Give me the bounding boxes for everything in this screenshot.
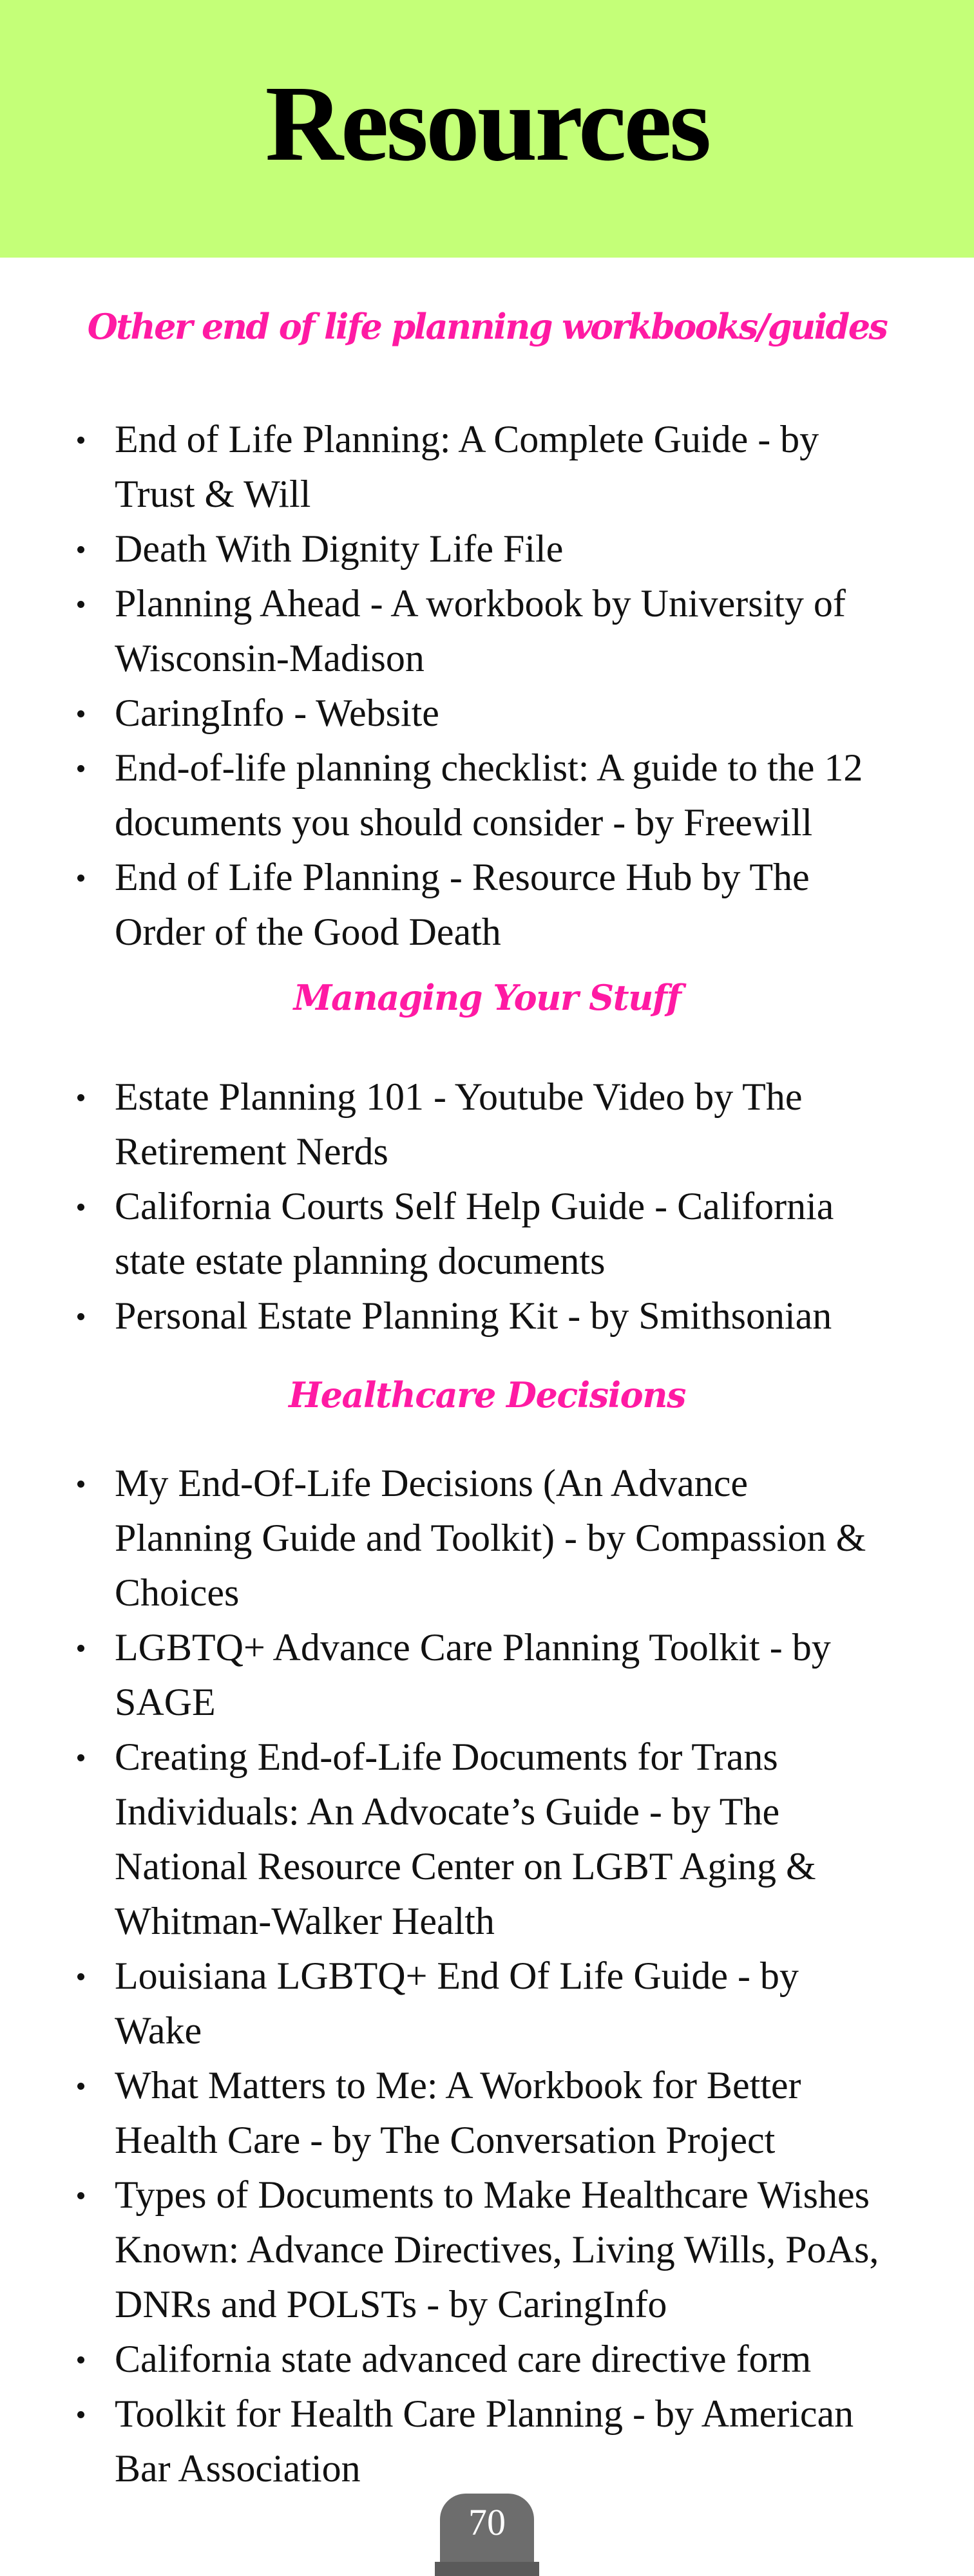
resource-line: Wisconsin-Madison bbox=[115, 637, 425, 679]
section-workbooks-guides bbox=[0, 308, 974, 346]
bullet-icon bbox=[77, 1313, 84, 1320]
resource-line: Personal Estate Planning Kit - by Smithsonian bbox=[115, 1294, 832, 1337]
resource-item-freewill-checklist[interactable] bbox=[0, 741, 974, 850]
resource-line: Choices bbox=[115, 1571, 240, 1614]
bullet-icon bbox=[77, 2356, 84, 2363]
bullet-icon bbox=[77, 765, 84, 772]
resource-line: documents you should consider - by Freewill bbox=[115, 801, 813, 844]
resource-line: Trust & Will bbox=[115, 473, 311, 515]
bullet-icon bbox=[77, 2192, 84, 2199]
resource-line: National Resource Center on LGBT Aging & bbox=[115, 1845, 816, 1888]
resource-item-aba-toolkit[interactable] bbox=[0, 2387, 974, 2496]
resource-item-what-matters-to-me[interactable] bbox=[0, 2058, 974, 2168]
resource-line: Estate Planning 101 - Youtube Video by The bbox=[115, 1075, 803, 1118]
bullet-icon bbox=[77, 601, 84, 608]
resource-line: Individuals: An Advocate’s Guide - by The bbox=[115, 1790, 780, 1833]
resource-line: Known: Advance Directives, Living Wills, PoAs, bbox=[115, 2228, 879, 2271]
resource-line: Types of Documents to Make Healthcare Wishes bbox=[115, 2174, 870, 2216]
resource-item-trans-documents-guide[interactable] bbox=[0, 1730, 974, 1949]
resource-line: LGBTQ+ Advance Care Planning Toolkit - by bbox=[115, 1626, 831, 1669]
resource-line: SAGE bbox=[115, 1681, 216, 1723]
section-heading-workbooks-guides: Other end of life planning workbooks/guides bbox=[87, 306, 887, 347]
resource-item-types-of-documents[interactable] bbox=[0, 2168, 974, 2332]
resource-item-compassion-choices[interactable] bbox=[0, 1456, 974, 1620]
resource-line: What Matters to Me: A Workbook for Better bbox=[115, 2064, 801, 2107]
resource-item-trust-and-will[interactable] bbox=[0, 412, 974, 522]
resource-item-estate-planning-101[interactable] bbox=[0, 1070, 974, 1179]
resource-line: Toolkit for Health Care Planning - by American bbox=[115, 2392, 854, 2435]
resource-line: California state advanced care directive form bbox=[115, 2338, 812, 2380]
resource-item-planning-ahead[interactable] bbox=[0, 576, 974, 686]
resource-line: Death With Dignity Life File bbox=[115, 527, 564, 570]
resource-line: Bar Association bbox=[115, 2447, 361, 2490]
resource-line: End of Life Planning - Resource Hub by The bbox=[115, 856, 810, 898]
resource-line: Louisiana LGBTQ+ End Of Life Guide - by bbox=[115, 1955, 799, 1997]
resource-line: California Courts Self Help Guide - California bbox=[115, 1185, 834, 1227]
resource-item-death-with-dignity[interactable] bbox=[0, 522, 974, 576]
bullet-icon bbox=[77, 1973, 84, 1980]
bullet-icon bbox=[77, 546, 84, 553]
resource-line: Planning Ahead - A workbook by University of bbox=[115, 582, 846, 625]
bullet-icon bbox=[77, 710, 84, 717]
resource-line: Order of the Good Death bbox=[115, 911, 501, 953]
tombstone-base bbox=[435, 2562, 539, 2576]
resource-item-caringinfo-website[interactable] bbox=[0, 686, 974, 741]
section-healthcare-decisions bbox=[0, 1376, 974, 1414]
bullet-icon bbox=[77, 1645, 84, 1652]
page-number: 70 bbox=[468, 2501, 506, 2543]
bullet-icon bbox=[77, 1094, 84, 1101]
resource-item-california-courts[interactable] bbox=[0, 1179, 974, 1289]
bullet-icon bbox=[77, 1204, 84, 1211]
bullet-icon bbox=[77, 437, 84, 444]
resource-item-good-death-hub[interactable] bbox=[0, 850, 974, 960]
resource-line: Planning Guide and Toolkit) - by Compassion & bbox=[115, 1517, 866, 1559]
resource-item-sage-toolkit[interactable] bbox=[0, 1620, 974, 1730]
resource-line: End of Life Planning: A Complete Guide - by bbox=[115, 418, 819, 460]
header-banner bbox=[0, 0, 974, 258]
resource-line: Creating End-of-Life Documents for Trans bbox=[115, 1736, 778, 1778]
resource-line: state estate planning documents bbox=[115, 1240, 606, 1282]
resource-item-california-directive-form[interactable] bbox=[0, 2332, 974, 2387]
healthcare-decisions-list bbox=[0, 1456, 974, 2496]
page-title: Resources bbox=[265, 64, 709, 184]
managing-your-stuff-list bbox=[0, 1070, 974, 1343]
section-managing-your-stuff bbox=[0, 979, 974, 1017]
resource-line: DNRs and POLSTs - by CaringInfo bbox=[115, 2283, 667, 2325]
resource-line: CaringInfo - Website bbox=[115, 692, 439, 734]
bullet-icon bbox=[77, 1481, 84, 1488]
bullet-icon bbox=[77, 2083, 84, 2090]
resource-line: Retirement Nerds bbox=[115, 1130, 388, 1173]
resource-line: My End-Of-Life Decisions (An Advance bbox=[115, 1462, 749, 1504]
section-heading-healthcare-decisions: Healthcare Decisions bbox=[289, 1374, 685, 1416]
resource-item-louisiana-guide[interactable] bbox=[0, 1949, 974, 2058]
page-number-tombstone-icon bbox=[440, 2494, 534, 2576]
resource-item-smithsonian-kit[interactable] bbox=[0, 1289, 974, 1343]
resource-line: End-of-life planning checklist: A guide to the 12 bbox=[115, 746, 863, 789]
section-heading-managing-your-stuff: Managing Your Stuff bbox=[293, 977, 681, 1018]
bullet-icon bbox=[77, 875, 84, 882]
workbooks-guides-list bbox=[0, 412, 974, 960]
bullet-icon bbox=[77, 1754, 84, 1761]
resource-line: Wake bbox=[115, 2009, 202, 2052]
resource-line: Whitman-Walker Health bbox=[115, 1900, 495, 1942]
resource-line: Health Care - by The Conversation Project bbox=[115, 2119, 776, 2161]
bullet-icon bbox=[77, 2411, 84, 2418]
